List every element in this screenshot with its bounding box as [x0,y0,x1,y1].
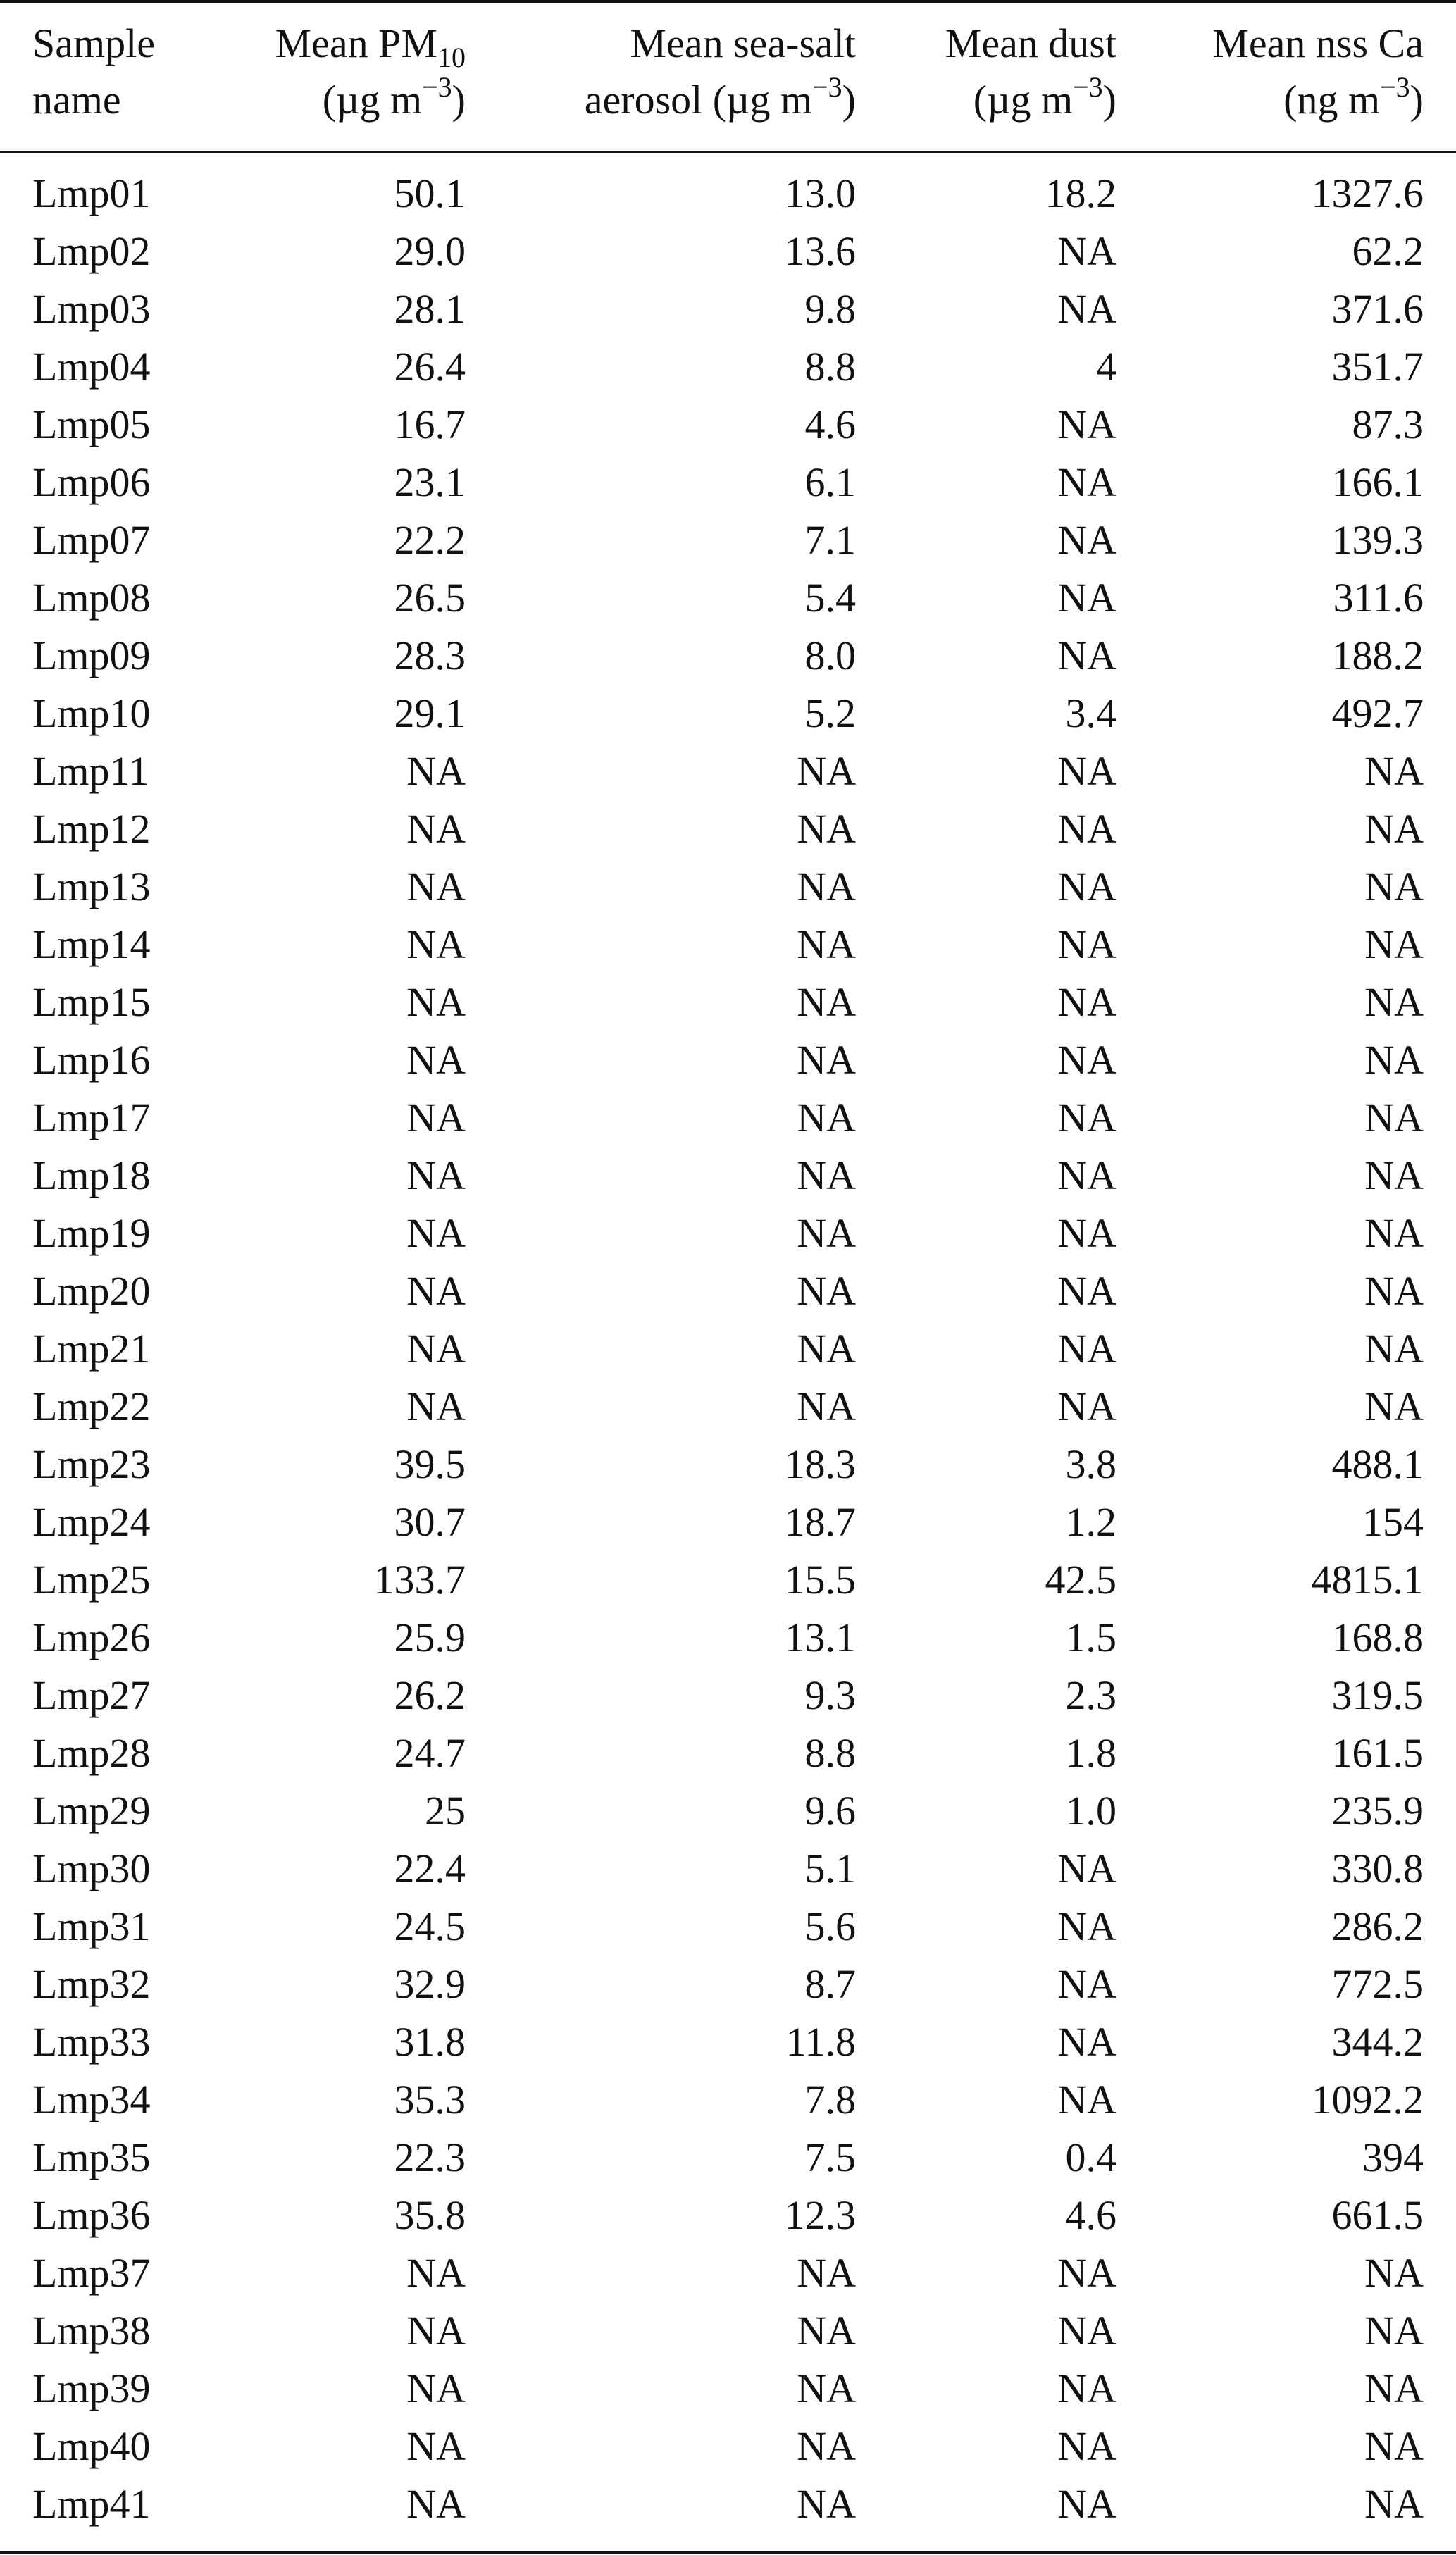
cell-mean-pm10: 50.1 [394,170,466,216]
cell-sample-name: Lmp07 [32,517,151,563]
cell-sample-name: Lmp26 [32,1615,151,1660]
cell-mean-sea-salt: 8.7 [804,1961,856,2007]
cell-mean-sea-salt: NA [797,1152,856,1198]
cell-mean-nss-ca: 154 [1362,1499,1424,1545]
cell-mean-sea-salt: 9.6 [804,1788,856,1834]
table-row [0,2013,1456,2071]
cell-mean-sea-salt: 7.5 [804,2134,856,2180]
cell-mean-nss-ca: 344.2 [1331,2019,1424,2065]
cell-mean-dust: NA [1057,1903,1116,1949]
cell-mean-dust: NA [1057,1095,1116,1140]
cell-mean-pm10: NA [406,1210,466,1256]
table-row [0,1551,1456,1609]
cell-sample-name: Lmp03 [32,286,151,332]
cell-sample-name: Lmp09 [32,633,151,678]
cell-mean-sea-salt: NA [797,748,856,794]
cell-mean-nss-ca: 1327.6 [1311,170,1424,216]
cell-mean-sea-salt: 13.0 [784,170,856,216]
cell-sample-name: Lmp20 [32,1268,151,1314]
cell-sample-name: Lmp15 [32,979,151,1025]
cell-mean-dust: NA [1057,1326,1116,1372]
cell-mean-sea-salt: 13.1 [784,1615,856,1660]
cell-mean-dust: NA [1057,2366,1116,2411]
cell-mean-nss-ca: 62.2 [1352,228,1424,274]
cell-sample-name: Lmp16 [32,1037,151,1083]
table-bottom-rule [0,2551,1456,2554]
cell-mean-pm10: 22.2 [394,517,466,563]
table-row [0,1436,1456,1493]
cell-mean-sea-salt: 6.1 [804,459,856,505]
cell-mean-sea-salt: NA [797,2423,856,2469]
table-row [0,223,1456,280]
cell-mean-nss-ca: 1092.2 [1311,2077,1424,2122]
cell-mean-pm10: NA [406,2366,466,2411]
cell-mean-nss-ca: NA [1364,979,1424,1025]
cell-mean-dust: 18.2 [1045,170,1116,216]
cell-mean-dust: NA [1057,402,1116,447]
cell-mean-pm10: NA [406,806,466,852]
cell-mean-nss-ca: 139.3 [1331,517,1424,563]
table-body [0,165,1456,2533]
table-row [0,1031,1456,1089]
cell-mean-dust: NA [1057,1152,1116,1198]
cell-mean-nss-ca: NA [1364,806,1424,852]
cell-mean-nss-ca: NA [1364,748,1424,794]
cell-mean-sea-salt: NA [797,979,856,1025]
cell-mean-pm10: 26.4 [394,344,466,390]
cell-mean-dust: 1.8 [1065,1730,1116,1776]
cell-mean-pm10: NA [406,748,466,794]
cell-mean-pm10: 25 [425,1788,466,1834]
cell-mean-dust: 2.3 [1065,1672,1116,1718]
cell-mean-dust: NA [1057,1961,1116,2007]
cell-mean-dust: NA [1057,2308,1116,2354]
cell-sample-name: Lmp22 [32,1384,151,1429]
cell-mean-nss-ca: 161.5 [1331,1730,1424,1776]
cell-mean-nss-ca: NA [1364,1384,1424,1429]
cell-mean-sea-salt: 18.7 [784,1499,856,1545]
table-row [0,2187,1456,2244]
cell-mean-sea-salt: 9.8 [804,286,856,332]
cell-mean-pm10: NA [406,864,466,909]
table-row [0,454,1456,511]
table-row [0,685,1456,742]
cell-mean-nss-ca: NA [1364,1037,1424,1083]
cell-sample-name: Lmp40 [32,2423,151,2469]
cell-mean-dust: NA [1057,633,1116,678]
cell-mean-nss-ca: NA [1364,1095,1424,1140]
cell-mean-nss-ca: 661.5 [1331,2192,1424,2238]
table-row [0,1320,1456,1378]
cell-mean-nss-ca: NA [1364,1268,1424,1314]
cell-mean-nss-ca: NA [1364,2423,1424,2469]
cell-mean-pm10: NA [406,921,466,967]
cell-mean-nss-ca: NA [1364,2366,1424,2411]
cell-mean-sea-salt: 18.3 [784,1441,856,1487]
cell-mean-sea-salt: 11.8 [785,2019,856,2065]
cell-mean-dust: NA [1057,228,1116,274]
cell-mean-dust: NA [1057,806,1116,852]
cell-mean-dust: 1.5 [1065,1615,1116,1660]
cell-mean-dust: 42.5 [1045,1557,1116,1603]
cell-mean-sea-salt: 8.8 [804,344,856,390]
cell-mean-pm10: NA [406,2423,466,2469]
table-row [0,1493,1456,1551]
cell-mean-nss-ca: NA [1364,921,1424,967]
table-row [0,2071,1456,2129]
cell-mean-nss-ca: 286.2 [1331,1903,1424,1949]
table-row [0,1724,1456,1782]
cell-mean-pm10: 133.7 [373,1557,466,1603]
cell-mean-dust: NA [1057,1268,1116,1314]
cell-sample-name: Lmp04 [32,344,151,390]
cell-sample-name: Lmp05 [32,402,151,447]
cell-mean-sea-salt: 15.5 [784,1557,856,1603]
table-row [0,396,1456,454]
cell-mean-nss-ca: 394 [1362,2134,1424,2180]
cell-sample-name: Lmp34 [32,2077,151,2122]
cell-sample-name: Lmp36 [32,2192,151,2238]
cell-mean-sea-salt: 12.3 [784,2192,856,2238]
cell-mean-sea-salt: NA [797,1095,856,1140]
cell-mean-dust: NA [1057,979,1116,1025]
table-header [0,0,1456,151]
cell-sample-name: Lmp08 [32,575,151,621]
cell-mean-pm10: 22.4 [394,1846,466,1891]
cell-sample-name: Lmp06 [32,459,151,505]
cell-sample-name: Lmp41 [32,2481,151,2527]
cell-mean-nss-ca: 492.7 [1331,690,1424,736]
table-row [0,1378,1456,1436]
table-header-rule [0,151,1456,153]
header-mean-dust: Mean dust (µg $m^{-3}$) [945,20,1116,123]
cell-mean-nss-ca: 330.8 [1331,1846,1424,1891]
cell-mean-nss-ca: NA [1364,2308,1424,2354]
cell-mean-dust: NA [1057,2250,1116,2296]
cell-mean-sea-salt: 5.2 [804,690,856,736]
cell-mean-sea-salt: 7.1 [804,517,856,563]
cell-mean-sea-salt: NA [797,864,856,909]
cell-mean-pm10: 26.2 [394,1672,466,1718]
cell-mean-pm10: 23.1 [394,459,466,505]
cell-mean-nss-ca: 166.1 [1331,459,1424,505]
cell-mean-pm10: NA [406,1095,466,1140]
cell-mean-sea-salt: 5.6 [804,1903,856,1949]
table-row [0,338,1456,396]
cell-sample-name: Lmp18 [32,1152,151,1198]
cell-sample-name: Lmp19 [32,1210,151,1256]
cell-mean-pm10: NA [406,2308,466,2354]
cell-mean-nss-ca: NA [1364,1152,1424,1198]
cell-sample-name: Lmp14 [32,921,151,967]
cell-mean-dust: NA [1057,748,1116,794]
cell-sample-name: Lmp01 [32,170,151,216]
cell-mean-sea-salt: NA [797,2366,856,2411]
table-row [0,1147,1456,1205]
cell-mean-pm10: 24.5 [394,1903,466,1949]
cell-mean-sea-salt: NA [797,2481,856,2527]
cell-mean-sea-salt: 4.6 [804,402,856,447]
cell-mean-pm10: 35.8 [394,2192,466,2238]
cell-sample-name: Lmp17 [32,1095,151,1140]
cell-mean-sea-salt: NA [797,1210,856,1256]
cell-mean-dust: 3.4 [1065,690,1116,736]
cell-mean-pm10: 31.8 [394,2019,466,2065]
cell-mean-pm10: NA [406,1152,466,1198]
table-row [0,1205,1456,1262]
cell-mean-nss-ca: 311.6 [1333,575,1424,621]
cell-mean-sea-salt: 9.3 [804,1672,856,1718]
cell-mean-dust: NA [1057,286,1116,332]
cell-mean-nss-ca: 772.5 [1331,1961,1424,2007]
cell-mean-pm10: 35.3 [394,2077,466,2122]
table-row [0,1898,1456,1956]
table-row [0,916,1456,974]
table-row [0,1609,1456,1667]
table-row [0,1262,1456,1320]
cell-mean-dust: 1.2 [1065,1499,1116,1545]
cell-mean-pm10: NA [406,1037,466,1083]
cell-mean-sea-salt: 5.1 [804,1846,856,1891]
cell-mean-pm10: 28.3 [394,633,466,678]
cell-mean-pm10: 30.7 [394,1499,466,1545]
cell-mean-dust: NA [1057,2423,1116,2469]
table-row [0,165,1456,223]
cell-mean-pm10: 22.3 [394,2134,466,2180]
cell-sample-name: Lmp21 [32,1326,151,1372]
table-row [0,280,1456,338]
table-row [0,1840,1456,1898]
cell-mean-nss-ca: NA [1364,2481,1424,2527]
table-row [0,1667,1456,1724]
table-row [0,742,1456,800]
table-row [0,800,1456,858]
cell-mean-nss-ca: 4815.1 [1311,1557,1424,1603]
cell-mean-nss-ca: 371.6 [1331,286,1424,332]
table-row [0,2360,1456,2418]
cell-mean-pm10: NA [406,979,466,1025]
cell-sample-name: Lmp13 [32,864,151,909]
cell-sample-name: Lmp12 [32,806,151,852]
table-row [0,2302,1456,2360]
cell-mean-pm10: 28.1 [394,286,466,332]
cell-mean-sea-salt: NA [797,1268,856,1314]
cell-mean-dust: NA [1057,459,1116,505]
cell-sample-name: Lmp37 [32,2250,151,2296]
cell-mean-dust: 4 [1096,344,1116,390]
table-row [0,2129,1456,2187]
cell-mean-pm10: 39.5 [394,1441,466,1487]
cell-mean-pm10: NA [406,2250,466,2296]
cell-sample-name: Lmp27 [32,1672,151,1718]
cell-sample-name: Lmp31 [32,1903,151,1949]
cell-mean-sea-salt: 5.4 [804,575,856,621]
cell-mean-nss-ca: 351.7 [1331,344,1424,390]
cell-mean-pm10: NA [406,1268,466,1314]
cell-mean-pm10: 32.9 [394,1961,466,2007]
table-row [0,858,1456,916]
cell-sample-name: Lmp28 [32,1730,151,1776]
cell-mean-dust: NA [1057,2077,1116,2122]
cell-mean-sea-salt: NA [797,1384,856,1429]
cell-mean-nss-ca: 235.9 [1331,1788,1424,1834]
cell-mean-dust: NA [1057,1210,1116,1256]
cell-mean-nss-ca: 319.5 [1331,1672,1424,1718]
cell-sample-name: Lmp33 [32,2019,151,2065]
cell-mean-pm10: NA [406,2481,466,2527]
cell-mean-dust: NA [1057,517,1116,563]
cell-mean-pm10: NA [406,1384,466,1429]
table-row [0,2244,1456,2302]
table-row [0,974,1456,1031]
cell-mean-nss-ca: 488.1 [1331,1441,1424,1487]
cell-mean-sea-salt: NA [797,806,856,852]
cell-mean-nss-ca: 168.8 [1331,1615,1424,1660]
header-mean-sea-salt: Mean sea-salt aerosol (µg $m^{-3}$) [584,20,856,123]
cell-mean-pm10: 29.0 [394,228,466,274]
cell-mean-dust: 3.8 [1065,1441,1116,1487]
cell-sample-name: Lmp39 [32,2366,151,2411]
table-row [0,1782,1456,1840]
cell-sample-name: Lmp25 [32,1557,151,1603]
cell-sample-name: Lmp35 [32,2134,151,2180]
cell-mean-sea-salt: NA [797,921,856,967]
cell-mean-nss-ca: NA [1364,1326,1424,1372]
cell-sample-name: Lmp24 [32,1499,151,1545]
cell-mean-pm10: 24.7 [394,1730,466,1776]
cell-mean-dust: NA [1057,921,1116,967]
table-row [0,569,1456,627]
cell-sample-name: Lmp23 [32,1441,151,1487]
cell-mean-pm10: NA [406,1326,466,1372]
cell-mean-pm10: 25.9 [394,1615,466,1660]
cell-mean-sea-salt: 7.8 [804,2077,856,2122]
header-mean-pm10: Mean $PM_{10}$ (µg $m^{-3}$) [275,20,466,123]
cell-sample-name: Lmp29 [32,1788,151,1834]
cell-mean-nss-ca: 87.3 [1352,402,1424,447]
cell-mean-dust: NA [1057,2481,1116,2527]
cell-mean-dust: 1.0 [1065,1788,1116,1834]
cell-mean-dust: 0.4 [1065,2134,1116,2180]
cell-sample-name: Lmp38 [32,2308,151,2354]
table-row [0,1956,1456,2013]
cell-mean-dust: NA [1057,1846,1116,1891]
cell-sample-name: Lmp11 [32,748,149,794]
table-row [0,2418,1456,2475]
cell-mean-sea-salt: NA [797,1037,856,1083]
cell-mean-pm10: 29.1 [394,690,466,736]
cell-mean-sea-salt: 8.0 [804,633,856,678]
table-row [0,511,1456,569]
cell-mean-pm10: 16.7 [394,402,466,447]
cell-mean-nss-ca: NA [1364,1210,1424,1256]
header-mean-nss-ca: Mean nss Ca (ng $m^{-3}$) [1212,20,1424,123]
cell-sample-name: Lmp02 [32,228,151,274]
cell-mean-pm10: 26.5 [394,575,466,621]
cell-mean-sea-salt: NA [797,2250,856,2296]
cell-mean-dust: NA [1057,1037,1116,1083]
cell-mean-sea-salt: NA [797,2308,856,2354]
cell-mean-nss-ca: 188.2 [1331,633,1424,678]
header-sample-name: Sample name [32,20,155,123]
cell-mean-dust: NA [1057,2019,1116,2065]
cell-mean-dust: 4.6 [1065,2192,1116,2238]
cell-mean-nss-ca: NA [1364,864,1424,909]
table-row [0,627,1456,685]
table-row [0,1089,1456,1147]
cell-mean-dust: NA [1057,1384,1116,1429]
table-row [0,2475,1456,2533]
cell-mean-dust: NA [1057,864,1116,909]
cell-mean-dust: NA [1057,575,1116,621]
cell-sample-name: Lmp10 [32,690,151,736]
cell-mean-nss-ca: NA [1364,2250,1424,2296]
cell-mean-sea-salt: NA [797,1326,856,1372]
cell-sample-name: Lmp30 [32,1846,151,1891]
cell-sample-name: Lmp32 [32,1961,151,2007]
cell-mean-sea-salt: 8.8 [804,1730,856,1776]
cell-mean-sea-salt: 13.6 [784,228,856,274]
